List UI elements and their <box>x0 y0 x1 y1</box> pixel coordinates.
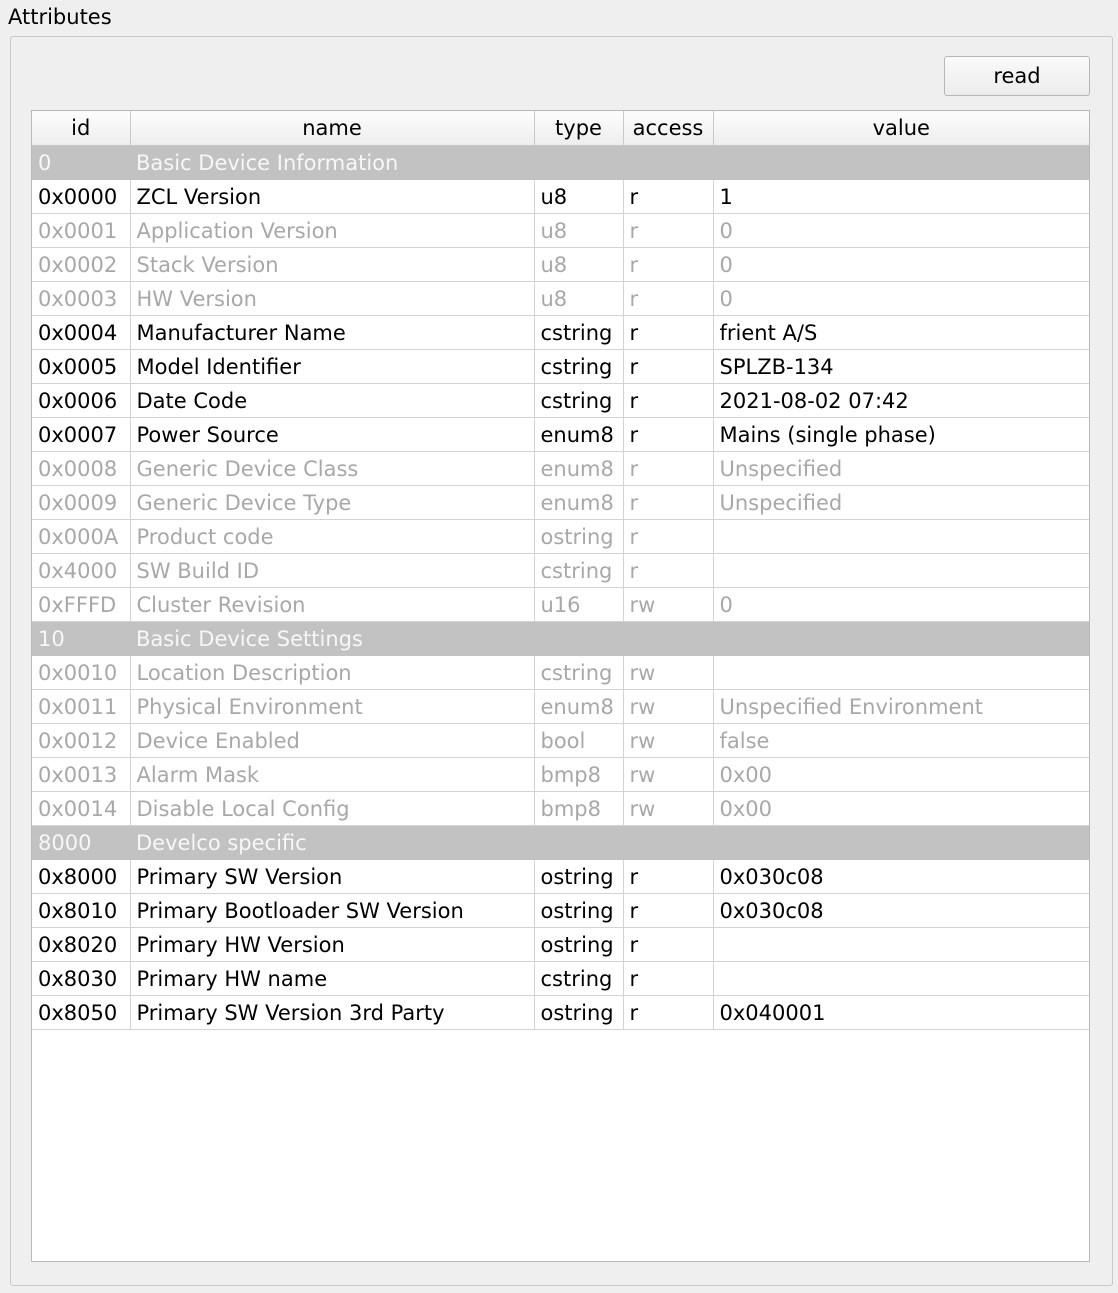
cell-access: r <box>623 248 713 282</box>
cell-id: 0x0012 <box>32 724 130 758</box>
cell-value: frient A/S <box>713 316 1089 350</box>
cell-id: 0x0001 <box>32 214 130 248</box>
cell-id: 0x000A <box>32 520 130 554</box>
cell-name: Generic Device Class <box>130 452 534 486</box>
table-row[interactable] <box>32 316 1089 350</box>
cell-access: rw <box>623 690 713 724</box>
cell-id: 0x0002 <box>32 248 130 282</box>
cell-access: r <box>623 180 713 214</box>
cell-name: ZCL Version <box>130 180 534 214</box>
cell-access: r <box>623 962 713 996</box>
table-row[interactable] <box>32 996 1089 1030</box>
cell-name: Generic Device Type <box>130 486 534 520</box>
column-header-access[interactable]: access <box>623 111 713 146</box>
attributes-table-view[interactable] <box>31 110 1090 1262</box>
table-body <box>32 146 1089 1030</box>
cell-access: r <box>623 452 713 486</box>
cell-access: rw <box>623 724 713 758</box>
cell-name: Alarm Mask <box>130 758 534 792</box>
cell-name: Device Enabled <box>130 724 534 758</box>
cell-name: Product code <box>130 520 534 554</box>
cell-name: Application Version <box>130 214 534 248</box>
cell-type: u16 <box>534 588 623 622</box>
cell-type: u8 <box>534 180 623 214</box>
cell-value: false <box>713 724 1089 758</box>
cell-id: 0x8000 <box>32 860 130 894</box>
attributes-table <box>32 111 1089 1030</box>
cell-access: r <box>623 554 713 588</box>
cell-value: Unspecified <box>713 452 1089 486</box>
cell-type: enum8 <box>534 486 623 520</box>
table-row[interactable] <box>32 656 1089 690</box>
cell-id: 0x4000 <box>32 554 130 588</box>
cell-access: r <box>623 928 713 962</box>
table-row[interactable] <box>32 792 1089 826</box>
cell-value: Unspecified Environment <box>713 690 1089 724</box>
cell-type: cstring <box>534 962 623 996</box>
table-row[interactable] <box>32 452 1089 486</box>
cell-id: 0x0011 <box>32 690 130 724</box>
cell-id: 0x8020 <box>32 928 130 962</box>
cell-type: bmp8 <box>534 792 623 826</box>
table-row[interactable] <box>32 520 1089 554</box>
cell-id: 0x0000 <box>32 180 130 214</box>
cell-value <box>713 554 1089 588</box>
cell-name: Manufacturer Name <box>130 316 534 350</box>
cell-type: cstring <box>534 554 623 588</box>
cell-id: 0x0010 <box>32 656 130 690</box>
cell-type: enum8 <box>534 690 623 724</box>
cell-id: 0x0007 <box>32 418 130 452</box>
cell-value: 0x040001 <box>713 996 1089 1030</box>
column-header-name[interactable]: name <box>130 111 534 146</box>
cell-id: 0x8050 <box>32 996 130 1030</box>
cell-type: bmp8 <box>534 758 623 792</box>
cell-value: 0x030c08 <box>713 860 1089 894</box>
section-row[interactable] <box>32 622 1089 656</box>
cell-name: Power Source <box>130 418 534 452</box>
cell-value: Unspecified <box>713 486 1089 520</box>
cell-value: 1 <box>713 180 1089 214</box>
cell-access: r <box>623 894 713 928</box>
section-name: Develco specific <box>130 826 1089 860</box>
table-row[interactable] <box>32 384 1089 418</box>
cell-type: u8 <box>534 248 623 282</box>
cell-value <box>713 962 1089 996</box>
table-row[interactable] <box>32 180 1089 214</box>
cell-type: bool <box>534 724 623 758</box>
cell-type: u8 <box>534 282 623 316</box>
cell-value: 0 <box>713 214 1089 248</box>
cell-id: 0x0003 <box>32 282 130 316</box>
cell-id: 0x0009 <box>32 486 130 520</box>
cell-type: ostring <box>534 928 623 962</box>
table-row[interactable] <box>32 588 1089 622</box>
cell-id: 0x8030 <box>32 962 130 996</box>
cell-id: 0xFFFD <box>32 588 130 622</box>
section-id: 0 <box>32 146 130 180</box>
cell-value <box>713 928 1089 962</box>
cell-type: cstring <box>534 350 623 384</box>
cell-name: Location Description <box>130 656 534 690</box>
section-id: 8000 <box>32 826 130 860</box>
cell-name: Primary HW name <box>130 962 534 996</box>
section-row[interactable] <box>32 146 1089 180</box>
cell-value <box>713 520 1089 554</box>
cell-access: r <box>623 520 713 554</box>
cell-name: Primary HW Version <box>130 928 534 962</box>
section-name: Basic Device Settings <box>130 622 1089 656</box>
cell-type: cstring <box>534 384 623 418</box>
cell-value: Mains (single phase) <box>713 418 1089 452</box>
cell-id: 0x0005 <box>32 350 130 384</box>
table-header-row <box>32 111 1089 146</box>
cell-id: 0x0004 <box>32 316 130 350</box>
cell-name: Cluster Revision <box>130 588 534 622</box>
section-id: 10 <box>32 622 130 656</box>
table-row[interactable] <box>32 554 1089 588</box>
table-row[interactable] <box>32 758 1089 792</box>
cell-name: Model Identifier <box>130 350 534 384</box>
cell-access: rw <box>623 792 713 826</box>
section-name: Basic Device Information <box>130 146 1089 180</box>
table-row[interactable] <box>32 248 1089 282</box>
cell-name: HW Version <box>130 282 534 316</box>
cell-access: r <box>623 418 713 452</box>
cell-value: 0 <box>713 588 1089 622</box>
cell-name: Date Code <box>130 384 534 418</box>
cell-value: 2021-08-02 07:42 <box>713 384 1089 418</box>
cell-access: r <box>623 350 713 384</box>
cell-access: r <box>623 486 713 520</box>
cell-name: Physical Environment <box>130 690 534 724</box>
cell-value: 0 <box>713 248 1089 282</box>
cell-name: SW Build ID <box>130 554 534 588</box>
cell-access: r <box>623 860 713 894</box>
table-row[interactable] <box>32 282 1089 316</box>
table-row[interactable] <box>32 724 1089 758</box>
cell-type: cstring <box>534 316 623 350</box>
column-header-id[interactable]: id <box>32 111 130 146</box>
cell-access: r <box>623 996 713 1030</box>
cell-id: 0x0014 <box>32 792 130 826</box>
cell-id: 0x0006 <box>32 384 130 418</box>
table-row[interactable] <box>32 418 1089 452</box>
cell-access: rw <box>623 588 713 622</box>
table-row[interactable] <box>32 690 1089 724</box>
cell-type: cstring <box>534 656 623 690</box>
cell-type: enum8 <box>534 418 623 452</box>
cell-access: rw <box>623 758 713 792</box>
table-row[interactable] <box>32 860 1089 894</box>
cell-type: ostring <box>534 996 623 1030</box>
cell-value: 0x00 <box>713 792 1089 826</box>
table-row[interactable] <box>32 214 1089 248</box>
table-row[interactable] <box>32 928 1089 962</box>
cell-access: r <box>623 384 713 418</box>
column-header-type[interactable]: type <box>534 111 623 146</box>
section-row[interactable] <box>32 826 1089 860</box>
cell-access: r <box>623 282 713 316</box>
cell-value: 0 <box>713 282 1089 316</box>
cell-access: r <box>623 316 713 350</box>
cell-value: SPLZB-134 <box>713 350 1089 384</box>
cell-type: enum8 <box>534 452 623 486</box>
table-row[interactable] <box>32 486 1089 520</box>
cell-access: r <box>623 214 713 248</box>
column-header-value[interactable]: value <box>713 111 1089 146</box>
cell-type: ostring <box>534 860 623 894</box>
cell-id: 0x0013 <box>32 758 130 792</box>
cell-id: 0x0008 <box>32 452 130 486</box>
table-row[interactable] <box>32 894 1089 928</box>
cell-name: Primary SW Version <box>130 860 534 894</box>
cell-type: u8 <box>534 214 623 248</box>
table-row[interactable] <box>32 350 1089 384</box>
cell-access: rw <box>623 656 713 690</box>
attributes-group-title: Attributes <box>8 5 112 29</box>
cell-name: Primary SW Version 3rd Party <box>130 996 534 1030</box>
cell-name: Disable Local Config <box>130 792 534 826</box>
cell-value: 0x030c08 <box>713 894 1089 928</box>
cell-type: ostring <box>534 894 623 928</box>
cell-value <box>713 656 1089 690</box>
cell-name: Primary Bootloader SW Version <box>130 894 534 928</box>
cell-value: 0x00 <box>713 758 1089 792</box>
cell-name: Stack Version <box>130 248 534 282</box>
read-button[interactable]: read <box>944 56 1090 96</box>
table-row[interactable] <box>32 962 1089 996</box>
cell-id: 0x8010 <box>32 894 130 928</box>
cell-type: ostring <box>534 520 623 554</box>
